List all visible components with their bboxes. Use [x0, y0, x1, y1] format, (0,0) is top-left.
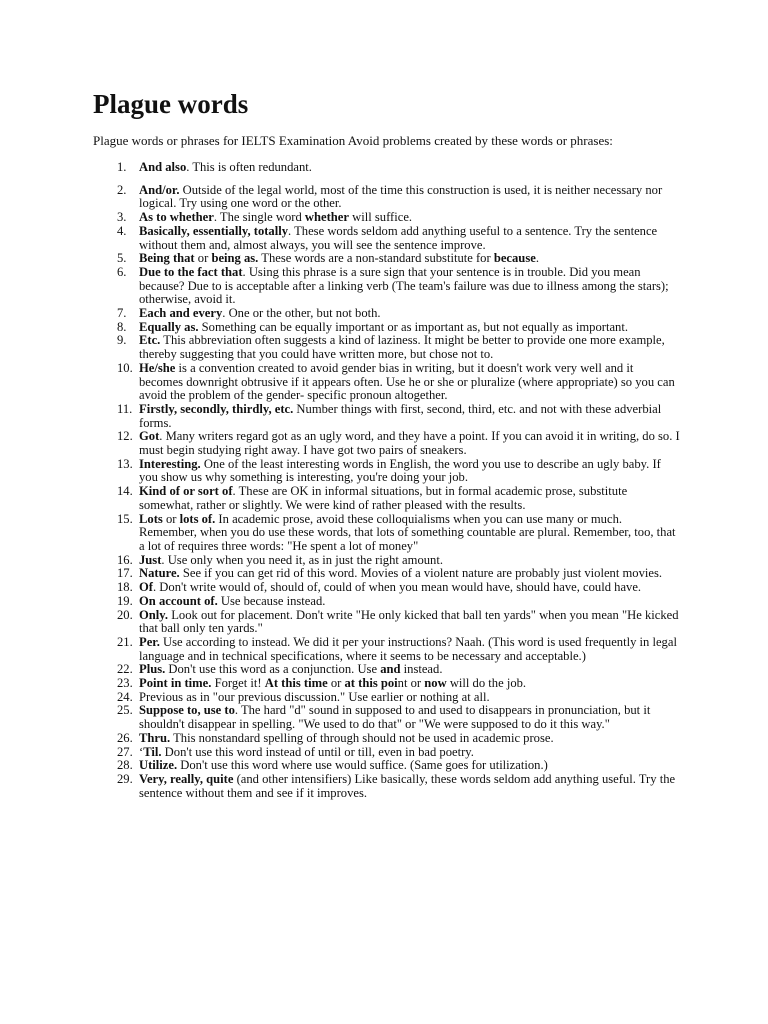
list-item-term: Point in time. [139, 676, 212, 691]
list-item-number: 9. [117, 333, 127, 348]
list-item-term: Thru. [139, 730, 171, 745]
list-item-text: See if you can get rid of this word. Movies of a violent nature are probably just violent movies. [179, 566, 663, 581]
list-item-text: ‘ [139, 744, 144, 759]
list-item-text: . The single word [213, 210, 305, 225]
list-item [0, 677, 768, 691]
list-item-number: 1. [117, 160, 127, 174]
list-item [0, 307, 768, 321]
list-item-text: . Use only when you need it, as in just the right amount. [161, 552, 443, 567]
list-item [0, 581, 768, 595]
list-item-text: . The hard "d" sound in supposed to and used to disappears in pronunciation, but it shouldn't disappear in spelling. "We used to do that" or "We were supposed to do it this way." [139, 703, 651, 732]
list-item-number: 6. [117, 264, 127, 279]
list-item-term: Per. [139, 634, 160, 649]
list-item-term: Etc. [139, 333, 161, 348]
list-item [0, 732, 768, 746]
list-item-term: because [493, 251, 536, 266]
list-item [0, 773, 768, 800]
list-item-text: (and other intensifiers) Like basically, these words seldom add anything useful. Try the sentence without them and see if it improves. [139, 771, 676, 800]
list-item-text: Forget it! [211, 676, 265, 691]
list-item [0, 704, 768, 731]
list-item-text: In academic prose, avoid these colloquialisms when you can use many or much. Remember, when you do use these words, that lots of something countable are plural. Remember, too, that a lot of requires three words: "He spent a lot of money" [139, 511, 676, 553]
list-item-term: Interesting. [139, 456, 201, 471]
plague-words-list [0, 161, 768, 800]
list-item-number: 20. [117, 607, 133, 622]
list-item-text: Something can be equally important or as important as, but not equally as important. [198, 319, 628, 334]
list-item [0, 636, 768, 663]
list-item-term: at this poi [344, 676, 398, 691]
list-item-number: 29. [117, 771, 133, 786]
list-item-term: And/or. [139, 182, 180, 197]
list-item-term: As to whether [139, 210, 214, 225]
list-item-number: 14. [117, 484, 133, 499]
list-item [0, 252, 768, 266]
list-item-term: Firstly, secondly, thirdly, etc. [139, 401, 294, 416]
list-item-term: Til. [143, 744, 162, 759]
list-item-text: Look out for placement. Don't write "He only kicked that ball ten yards" when you mean "He kicked that ball only ten yards." [139, 607, 679, 636]
list-item-term: lots of. [179, 511, 216, 526]
list-item [0, 321, 768, 335]
list-item-number: 27. [117, 744, 133, 759]
list-item-term: Suppose to, use to [139, 703, 235, 718]
list-item [0, 609, 768, 636]
list-item-text: . [535, 251, 539, 266]
list-item-term: Lots [139, 511, 163, 526]
list-item [0, 430, 768, 457]
list-item-number: 8. [117, 319, 127, 334]
list-item [0, 458, 768, 485]
list-item-term: Just [139, 552, 162, 567]
list-item-term: Only. [139, 607, 169, 622]
list-item-term: Basically, essentially, totally [139, 223, 289, 238]
page-title: Plague words [93, 89, 249, 119]
list-item-number: 11. [117, 401, 133, 416]
list-item-term: Plus. [139, 662, 166, 677]
list-item-number: 2. [117, 182, 127, 197]
list-item-text: . Don't write would of, should of, could of when you mean would have, should have, could have. [153, 580, 642, 595]
list-item-text: will suffice. [349, 210, 413, 225]
list-item-term: And also [139, 160, 187, 174]
list-item-text: Use according to instead. We did it per your instructions? Naah. (This word is used frequently in legal language and in technical specifications, where it seems to be necessary and acceptable.) [139, 634, 677, 663]
list-item [0, 211, 768, 225]
list-item-text: . This is often redundant. [186, 160, 312, 174]
list-item-term: Very, really, quite [139, 771, 234, 786]
list-item-text: will do the job. [446, 676, 527, 691]
list-item-number: 4. [117, 223, 127, 238]
list-item-number: 25. [117, 703, 133, 718]
list-item-number: 5. [117, 251, 127, 266]
list-item [0, 161, 768, 175]
list-item-number: 19. [117, 593, 133, 608]
list-item [0, 362, 768, 403]
list-item-text: These words are a non-standard substitute for [258, 251, 494, 266]
intro-paragraph: Plague words or phrases for IELTS Examination Avoid problems created by these words or phrases: [93, 133, 613, 148]
list-item-text: This abbreviation often suggests a kind of laziness. It might be better to provide one more example, thereby suggesting that you could have written more, but chose not to. [139, 333, 665, 362]
list-item-number: 10. [117, 360, 133, 375]
list-item-text: Number things with first, second, third, etc. and not with these adverbial forms. [139, 401, 662, 430]
list-item-number: 15. [117, 511, 133, 526]
list-item-number: 23. [117, 676, 133, 691]
list-item-text: . One or the other, but not both. [222, 306, 381, 321]
list-item [0, 691, 768, 705]
list-item [0, 266, 768, 307]
list-item-text: Don't use this word as a conjunction. Use [165, 662, 381, 677]
list-item-term: now [424, 676, 447, 691]
list-item-text: This nonstandard spelling of through should not be used in academic prose. [170, 730, 554, 745]
list-item-number: 17. [117, 566, 133, 581]
list-item [0, 403, 768, 430]
list-item-text: is a convention created to avoid gender bias in writing, but it doesn't work very well and it becomes downright obtrusive if it appears often. Use he or she or pluralize (where appropriate) so you can avoid the problem of the gender- specific pronoun altogether. [139, 360, 675, 403]
list-item-text: Don't use this word where use would suffice. (Same goes for utilization.) [177, 758, 548, 773]
list-item-term: being as. [211, 251, 259, 266]
list-item [0, 513, 768, 554]
list-item-text: or [327, 676, 345, 691]
list-item [0, 759, 768, 773]
list-item-number: 22. [117, 662, 133, 677]
list-item-text: instead. [400, 662, 443, 677]
list-item-number: 13. [117, 456, 133, 471]
list-item-term: He/she [139, 360, 176, 375]
list-item-text: or [194, 251, 212, 266]
list-item [0, 554, 768, 568]
list-item-term: Got [139, 429, 160, 444]
list-item-term: Being that [139, 251, 195, 266]
list-item-term: Nature. [139, 566, 180, 581]
list-item-text: Don't use this word instead of until or till, even in bad poetry. [161, 744, 474, 759]
list-item-text: . These words seldom add anything useful to a sentence. Try the sentence without them and, almost always, you will see the sentence improve. [139, 223, 658, 252]
list-item-number: 26. [117, 730, 133, 745]
list-item-term: Due to the fact that [139, 264, 243, 279]
list-item-term: Equally as. [139, 319, 199, 334]
list-item-term: At this time [264, 676, 328, 691]
list-item-text: Outside of the legal world, most of the time this construction is used, it is neither necessary nor logical. Try using one word or the other. [139, 182, 663, 211]
list-item-term: On account of. [139, 593, 218, 608]
list-item [0, 225, 768, 252]
list-item-text: nt or [397, 676, 425, 691]
list-item-term: Kind of or sort of [139, 484, 233, 499]
list-item-text: or [162, 511, 180, 526]
list-item-number: 24. [117, 689, 133, 704]
list-item [0, 595, 768, 609]
list-item-number: 3. [117, 210, 127, 225]
list-item-number: 18. [117, 580, 133, 595]
list-item [0, 746, 768, 760]
list-item-number: 12. [117, 429, 133, 444]
list-item-number: 28. [117, 758, 133, 773]
list-item-text: . These are OK in informal situations, but in formal academic prose, substitute somewhat, rather or slightly. We were kind of rather pleased with the results. [139, 484, 628, 512]
list-item-text: Use because instead. [217, 593, 326, 608]
list-item [0, 485, 768, 512]
list-item-number: 16. [117, 552, 133, 567]
list-item [0, 663, 768, 677]
list-item-term: Utilize. [139, 758, 178, 773]
list-item-text: . Using this phrase is a sure sign that your sentence is in trouble. Did you mean because? Due to is acceptable after a linking verb (The team's failure was due to illness among the stars); otherwise, avoid it. [139, 264, 669, 307]
list-item-term: and [380, 662, 401, 677]
list-item-text: Previous as in "our previous discussion." Use earlier or nothing at all. [139, 689, 490, 704]
list-item [0, 567, 768, 581]
list-item [0, 184, 768, 211]
list-item [0, 334, 768, 361]
list-item-term: Of [139, 580, 153, 595]
list-item-text: . Many writers regard got as an ugly word, and they have a point. If you can avoid it in writing, do so. I must begin studying right away. I have got two pairs of sneakers. [139, 429, 680, 458]
list-item-term: Each and every [139, 306, 223, 321]
list-item-number: 21. [117, 634, 133, 649]
list-item-number: 7. [117, 306, 127, 321]
list-item-term: whether [304, 210, 349, 225]
list-item-text: One of the least interesting words in English, the word you use to describe an ugly baby. If you show us why something is interesting, you're doing your job. [139, 456, 661, 485]
